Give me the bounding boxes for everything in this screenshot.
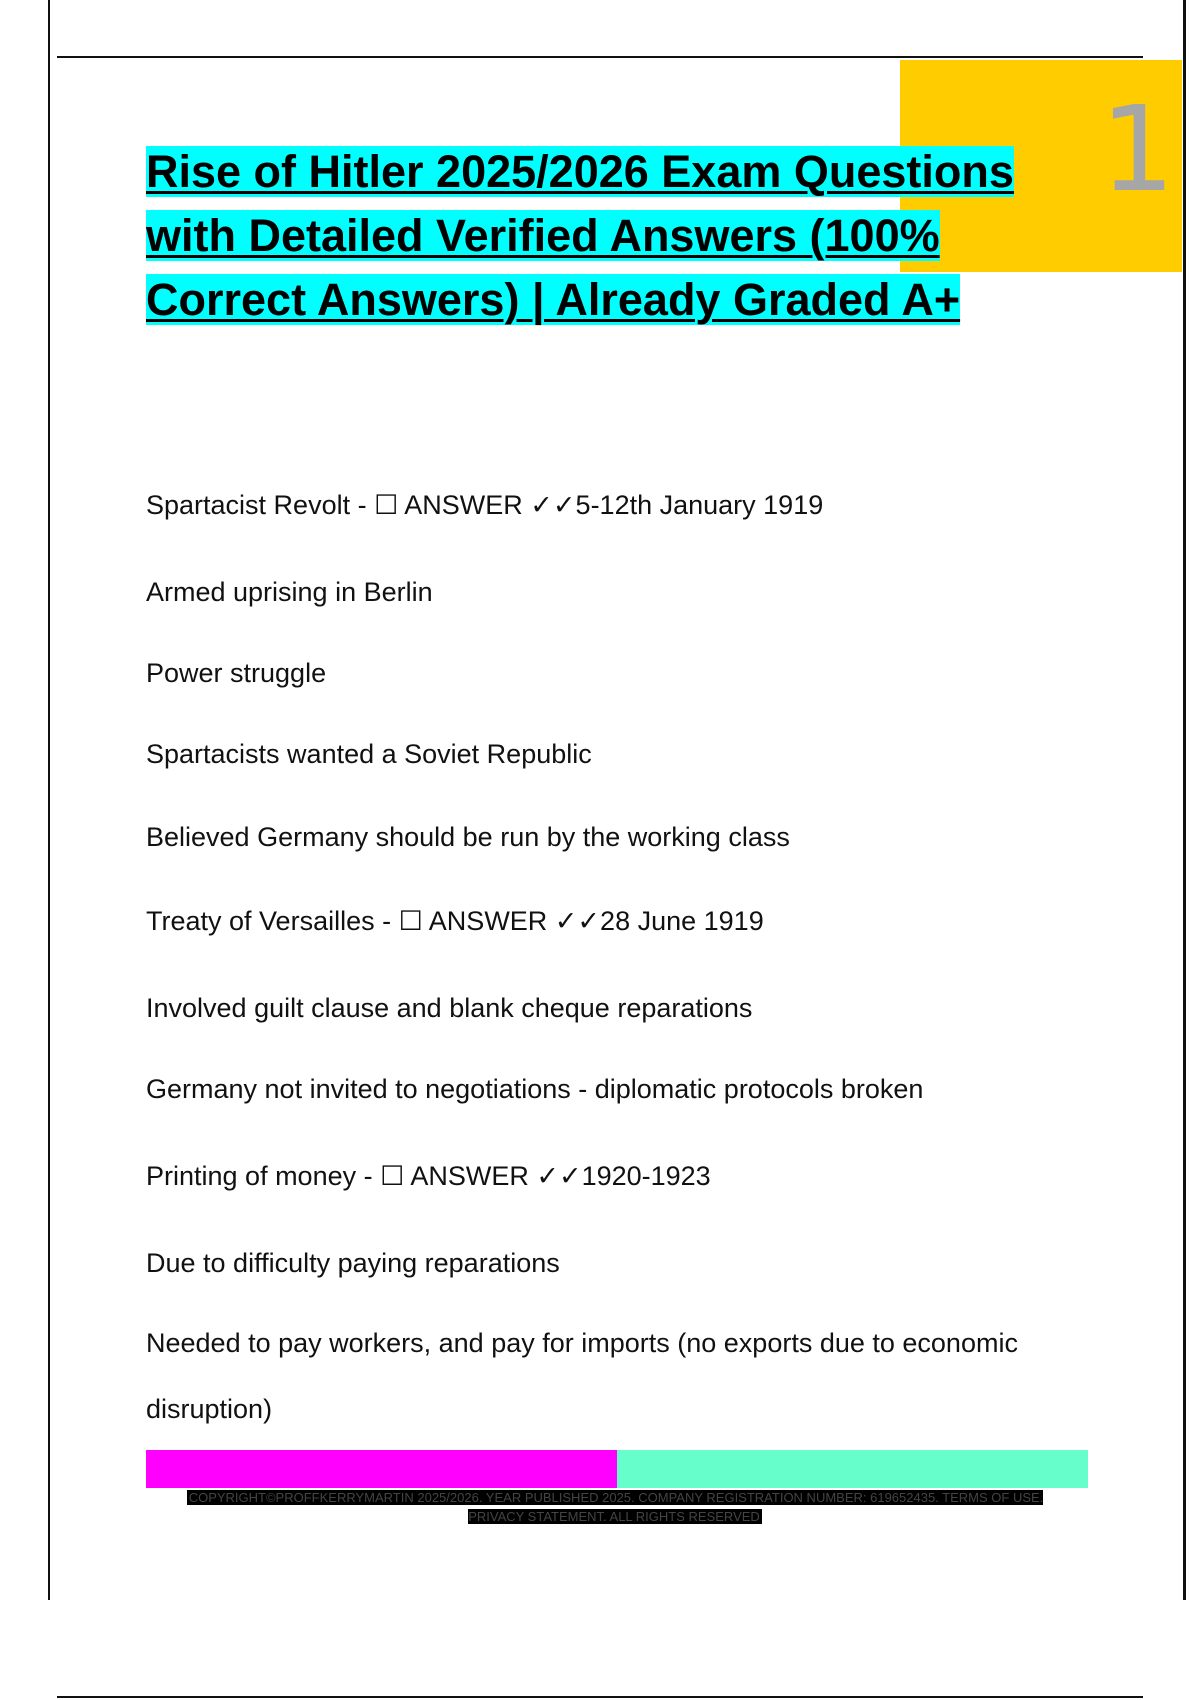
body-line: Power struggle [146, 658, 327, 688]
body-line: Armed uprising in Berlin [146, 577, 433, 607]
body-line: Spartacists wanted a Soviet Republic [146, 739, 592, 769]
footer-rule [57, 1696, 1143, 1698]
footer-bar-right [617, 1450, 1088, 1488]
document-title [146, 140, 1106, 332]
body-line: Spartacist Revolt - ☐ ANSWER ✓✓5-12th January 1919 [146, 490, 824, 520]
copyright-text: COPYRIGHT©PROFFKERRYMARTIN 2025/2026. YEAR PUBLISHED 2025. COMPANY REGISTRATION NUMBER: 619652435. TERMS OF USE. PRIVACY STATEMENT. ALL RIGHTS RESERVED [188, 1490, 1044, 1524]
header-rule [57, 56, 1143, 58]
body-line: disruption) [146, 1394, 273, 1424]
page-border-right [1183, 0, 1186, 1600]
body-line: Printing of money - ☐ ANSWER ✓✓1920-1923 [146, 1161, 711, 1191]
footer-bar-left [146, 1450, 617, 1488]
page-number: 1 [1100, 80, 1176, 218]
page-border-left [48, 0, 50, 1600]
body-line: Germany not invited to negotiations - diplomatic protocols broken [146, 1074, 924, 1104]
copyright-notice [170, 1488, 1060, 1526]
body-line: Believed Germany should be run by the working class [146, 822, 790, 852]
body-line: Treaty of Versailles - ☐ ANSWER ✓✓28 June 1919 [146, 906, 764, 936]
document-title-text: Rise of Hitler 2025/2026 Exam Questions with Detailed Verified Answers (100% Correct Answers) | Already Graded A+ [146, 146, 1014, 325]
body-line: Due to difficulty paying reparations [146, 1248, 560, 1278]
body-line: Needed to pay workers, and pay for imports (no exports due to economic [146, 1328, 1018, 1358]
body-line: Involved guilt clause and blank cheque reparations [146, 993, 753, 1023]
